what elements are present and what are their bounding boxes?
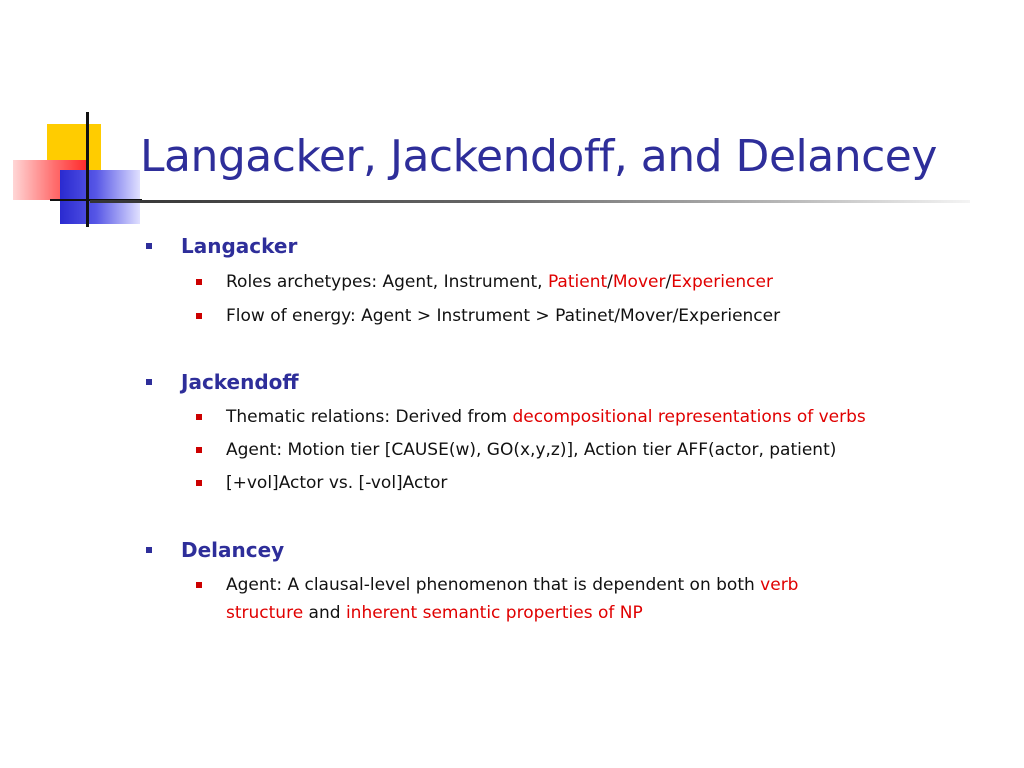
highlight-experiencer: Experiencer [671,272,773,292]
separator: / [665,272,672,292]
slide-title: Langacker, Jackendoff, and Delancey [140,131,937,182]
item-text: and [303,603,346,623]
heading-text: Langacker [181,234,298,258]
item-text: Agent: Motion tier [CAUSE(w), GO(x,y,z)], Action tier AFF(actor, patient) [226,440,837,460]
list-item [226,469,447,497]
list-item [226,571,798,599]
item-text: Roles archetypes: Agent, Instrument, [226,272,548,292]
highlight-patient: Patient [547,272,608,292]
item-text: Flow of energy: Agent > Instrument > Patinet/Mover/Experiencer [226,306,781,326]
section-heading-jackendoff [181,370,299,394]
highlight-inherent-properties: inherent semantic properties of NP [345,603,643,623]
list-item-continuation [226,599,643,627]
highlight-decompositional: decompositional representations of verbs [512,407,866,427]
highlight-verb: verb [760,575,799,595]
list-item [226,302,780,330]
list-item [226,436,836,464]
highlight-structure: structure [226,603,304,623]
square-bullet-icon [196,279,202,285]
square-bullet-icon [146,379,152,385]
item-text: Agent: A clausal-level phenomenon that is dependent on both [226,575,761,595]
item-text: Thematic relations: Derived from [226,407,513,427]
square-bullet-icon [196,414,202,420]
square-bullet-icon [146,547,152,553]
square-bullet-icon [196,582,202,588]
heading-text: Delancey [181,538,285,562]
section-heading-langacker [181,234,297,258]
list-item [226,268,773,296]
list-item [226,403,866,431]
square-bullet-icon [196,447,202,453]
item-text: [+vol]Actor vs. [-vol]Actor [226,473,448,493]
heading-text: Jackendoff [181,370,299,394]
square-bullet-icon [196,313,202,319]
square-bullet-icon [196,480,202,486]
section-heading-delancey [181,538,284,562]
square-bullet-icon [146,243,152,249]
separator: / [607,272,613,292]
highlight-mover: Mover [612,272,666,292]
